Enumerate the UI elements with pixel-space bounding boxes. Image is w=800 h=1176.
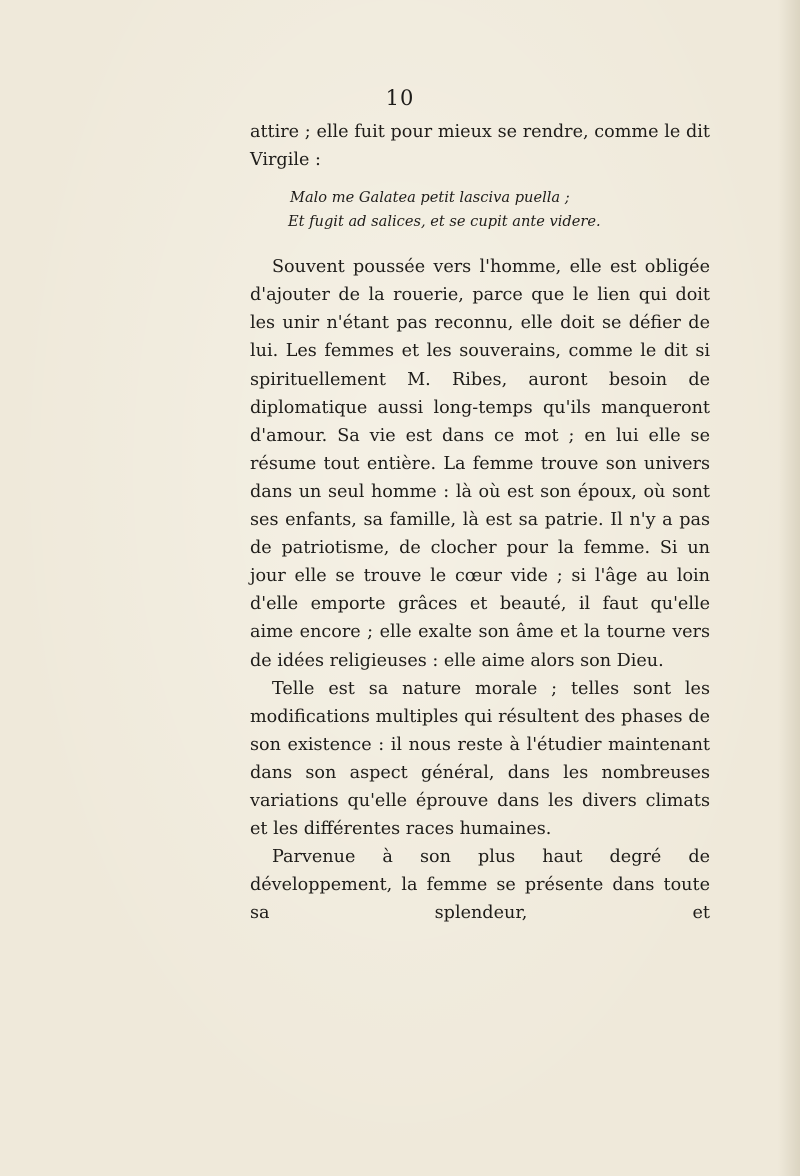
paragraph: Souvent poussée vers l'homme, elle est obligée d'ajouter de la rouerie, parce que le lien qui doit les unir n'étant pas reconnu, elle doit se défier de lui. Les femmes et les souverains, comme le dit si spirituellement M. Ribes, auront besoin de diplomatique aussi long-temps qu'ils manqueront d'amour. Sa vie est dans ce mot ; en lui elle se résume tout entière. La femme trouve son univers dans un seul homme : là où est son époux, où sont ses enfants, sa famille, là est sa patrie. Il n'y a pas de patriotisme, de clocher pour la femme. Si un jour elle se trouve le cœur vide ; si l'âge au loin d'elle emporte grâces et beauté, il faut qu'elle aime encore ; elle exalte son âme et la tourne vers de idées religieuses : elle aime alors son Dieu. — [250, 257, 710, 671]
page-number: 10 — [385, 86, 415, 110]
text-body — [250, 118, 710, 927]
quote-line: Malo me Galatea petit lasciva puella ; — [290, 189, 570, 207]
page-edge-shadow — [778, 0, 800, 1176]
paragraph: Parvenue à son plus haut degré de développement, la femme se présente dans toute sa splendeur, et — [250, 847, 710, 924]
paragraph: Telle est sa nature morale ; telles sont les modifications multiples qui résultent des phases de son existence : il nous reste à l'étudier maintenant dans son aspect général, dans les nombreuses variations qu'elle éprouve dans les divers climats et les différentes races humaines. — [250, 678, 710, 840]
latin-quote — [250, 186, 710, 234]
quote-line: Et fugit ad salices, et se cupit ante videre. — [288, 213, 601, 231]
intro-paragraph: attire ; elle fuit pour mieux se rendre, comme le dit Virgile : — [250, 122, 710, 171]
